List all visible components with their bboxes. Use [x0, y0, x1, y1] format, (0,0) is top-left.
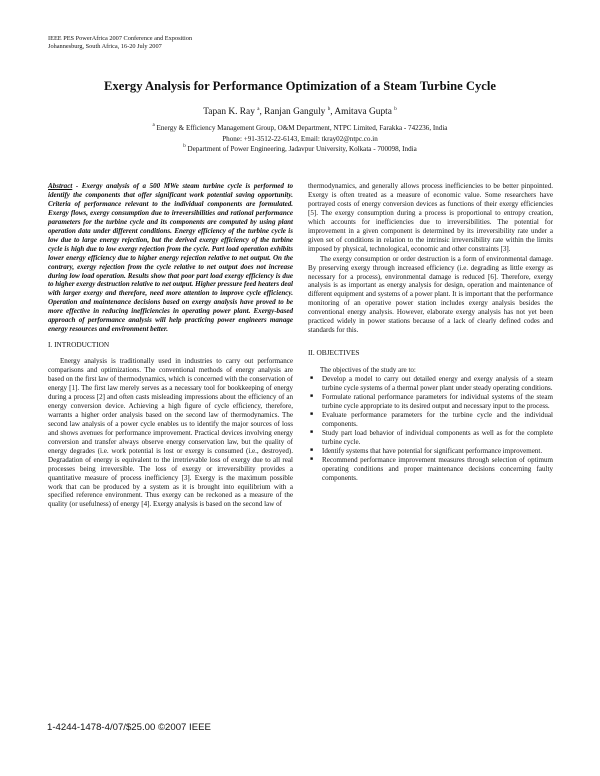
- left-column: [48, 182, 293, 509]
- objective-item: [308, 447, 553, 456]
- conference-name: IEEE PES PowerAfrica 2007 Conference and Exposition: [48, 35, 193, 42]
- objective-text: Recommend performance improvement measures through selection of optimum operating conditions and proper maintenance decisions concerning faulty components.: [322, 455, 553, 482]
- conference-header: [48, 35, 192, 51]
- objective-item: [308, 393, 553, 411]
- introduction-paragraph-continued: thermodynamics, and generally allows process inefficiencies to be better pinpointed. Exergy is often treated as a measure of economic value. Some researchers have portrayed costs of energy conversion devices as functions of their exergy efficiencies [5]. The exergy consumption during a process is proportional to entropy creation, which accounts for inefficiencies due to irreversibilities. The potential for improvement in a given component is determined by its irreversibility rate under a given set of conditions in relation to the intrinsic irreversibility rate within the limits imposed by physical, technological, economic and other constraints [3].: [308, 182, 553, 253]
- author-affiliation-mark: b: [327, 107, 331, 112]
- author-name: Ranjan Ganguly: [264, 107, 326, 117]
- bullet-icon: ■: [310, 376, 314, 382]
- abstract-text: - Exergy analysis of a 500 MWe steam turbine cycle is performed to identify the components that offer significant work potential saving opportunity. Criteria of performance relevant to the individual components are formulated. Exergy flows, exergy consumption due to irreversibilities and rational performance parameters for the turbine cycle and its components are computed by using plant operation data under different conditions. Energy efficiency of the turbine cycle is low due to large energy rejection, but the derived exergy efficiency of the turbine cycle is high due to low exergy rejection from the cycle. Part load operation exhibits lower energy efficiency due to higher energy rejection relative to net output. On the contrary, exergy rejection from the cycle relative to net output does not increase during low load operation. Results show that poor part load exergy efficiency is due to higher exergy destruction relative to net output. Higher pressure feed heaters deal with larger exergy and therefore, need more attention to improve cycle efficiency. Operation and maintenance decisions based on exergy analysis have proved to be more effective in reducing inefficiencies in operating power plant. Exergy-based approach of performance analysis will help practicing power engineers manage energy resources and environment better.: [48, 182, 293, 334]
- affiliation-mark: a: [152, 123, 155, 128]
- affiliation-a: [0, 124, 600, 132]
- bullet-icon: ■: [310, 394, 314, 400]
- affiliation-text: Energy & Efficiency Management Group, O&M Department, NTPC Limited, Farakka - 742236, India: [156, 124, 448, 132]
- author-affiliation-mark: b: [394, 107, 397, 112]
- abstract: [48, 182, 293, 334]
- affiliation-b: [0, 145, 600, 153]
- paper-title: Exergy Analysis for Performance Optimization of a Steam Turbine Cycle: [104, 79, 496, 93]
- author-list: Tapan K. Ray $^a$, Ranjan Ganguly $^b$, Amitava Gupta $^b$: [203, 107, 397, 117]
- author-name: Amitava Gupta: [334, 107, 392, 117]
- introduction-paragraph: The exergy consumption or order destruction is a form of environmental damage. By preserving exergy through increased efficiency (i.e. degrading as little exergy as necessary for a process), environmental damage is reduced [6]. Therefore, exergy analysis is as important as energy analysis for design, operation and maintenance of different equipment and systems of a power plant. It is important that the performance monitoring of an operative power station includes exergy analysis besides the conventional energy analysis. However, elaborate exergy analysis has not yet been practiced widely in power stations because of a lack of clearly defined codes and standards for this.: [308, 254, 553, 335]
- right-column: [308, 182, 553, 483]
- bullet-icon: ■: [310, 429, 314, 435]
- objectives-intro: The objectives of the study are to:: [320, 366, 416, 375]
- objective-text: Develop a model to carry out detailed energy and exergy analysis of a steam turbine cycle systems of a thermal power plant under steady operating conditions.: [322, 375, 553, 393]
- conference-location: Johannesburg, South Africa, 16-20 July 2007: [48, 43, 162, 50]
- abstract-label: Abstract: [48, 182, 73, 190]
- copyright-footer: 1-4244-1478-4/07/$25.00 ©2007 IEEE: [47, 722, 211, 733]
- bullet-icon: ■: [310, 411, 314, 417]
- objective-item: [308, 375, 553, 393]
- objective-item: [308, 411, 553, 429]
- affiliation-mark: b: [183, 144, 186, 149]
- objective-text: Evaluate performance parameters for the turbine cycle and the individual components.: [322, 410, 553, 428]
- objective-text: Identify systems that have potential for significant performance improvement.: [322, 446, 543, 455]
- contact-line: Phone: +91-3512-22-6143, Email: tkray02@ntpc.co.in: [222, 135, 378, 143]
- objective-item: [308, 429, 553, 447]
- objective-text: Study part load behavior of individual components as well as for the complete turbine cycle.: [322, 428, 553, 446]
- bullet-icon: ■: [310, 456, 314, 462]
- author-affiliation-mark: a: [257, 107, 260, 112]
- objectives-list: [308, 375, 553, 482]
- affiliation-text: Department of Power Engineering, Jadavpur University, Kolkata - 700098, India: [187, 145, 417, 153]
- objective-text: Formulate rational performance parameters for individual systems of the steam turbine cycle appropriate to its desired output and necessary input to the process.: [322, 393, 553, 410]
- section-heading-introduction: I. INTRODUCTION: [48, 340, 110, 350]
- bullet-icon: ■: [310, 447, 314, 453]
- section-heading-objectives: II. OBJECTIVES: [308, 348, 360, 358]
- introduction-paragraph: Energy analysis is traditionally used in industries to carry out performance comparisons and optimizations. The conventional methods of energy analysis are based on the first law of thermodynamics, which is concerned with the conservation of energy [1]. The first law merely serves as a necessary tool for bookkeeping of energy during a process [2] and often casts misleading impressions about the efficiency of an energy conversion device. Achieving a high figure of cycle efficiency, therefore, warrants a higher order analysis based on the second law of thermodynamics. The second law analysis of a power cycle enables us to identify the major sources of loss and shows avenues for performance improvement. Practical devices involving energy conversion and transfer always observe energy conservation law, but the quality of energy degrades (i.e. work potential is lost or exergy is consumed (i.e., destroyed). Degradation of energy is equivalent to the irretrievable loss of exergy due to all real processes being irreversible. The loss of exergy or irreversibility provides a quantitative measure of process inefficiency [3]. Exergy is the maximum possible work that can be produced by a system as it is brought into equilibrium with a specified reference environment. Thus exergy can be reckoned as a measure of the quality (or usefulness) of energy [4]. Exergy analysis is based on the second law of: [48, 357, 293, 509]
- objective-item: [308, 456, 553, 483]
- author-name: Tapan K. Ray: [203, 107, 255, 117]
